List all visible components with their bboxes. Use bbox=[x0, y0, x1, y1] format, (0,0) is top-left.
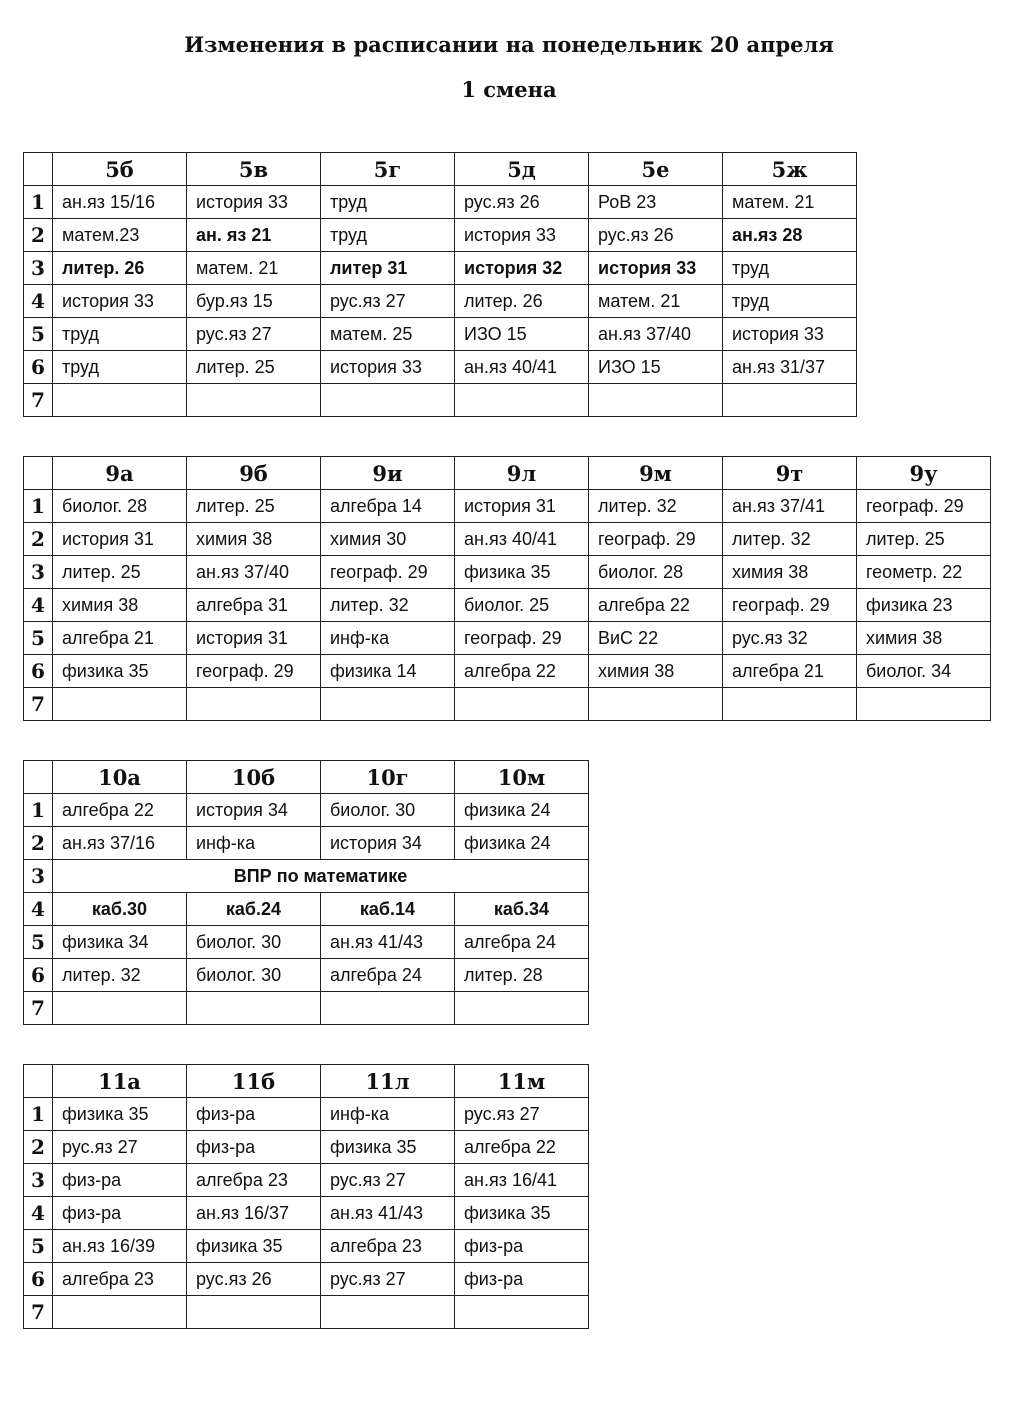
lesson-cell: ан.яз 28 bbox=[723, 219, 857, 252]
lesson-cell bbox=[187, 384, 321, 417]
lesson-number: 5 bbox=[24, 1230, 53, 1263]
lesson-row bbox=[24, 827, 589, 860]
lesson-cell: алгебра 22 bbox=[589, 589, 723, 622]
lesson-cell: алгебра 23 bbox=[53, 1263, 187, 1296]
lesson-cell bbox=[187, 992, 321, 1025]
lesson-number: 7 bbox=[24, 1296, 53, 1329]
lesson-row bbox=[24, 1197, 589, 1230]
lesson-row bbox=[24, 1263, 589, 1296]
lesson-cell: физика 35 bbox=[321, 1131, 455, 1164]
class-header: 9а bbox=[53, 457, 187, 490]
lesson-cell: химия 38 bbox=[187, 523, 321, 556]
schedule-table-grade-9 bbox=[23, 456, 991, 721]
lesson-cell: физика 34 bbox=[53, 926, 187, 959]
lesson-cell: рус.яз 27 bbox=[455, 1098, 589, 1131]
header-row bbox=[24, 153, 857, 186]
lesson-cell: алгебра 31 bbox=[187, 589, 321, 622]
lesson-cell: ИЗО 15 bbox=[455, 318, 589, 351]
lesson-row bbox=[24, 252, 857, 285]
lesson-cell: литер. 32 bbox=[321, 589, 455, 622]
lesson-cell: история 34 bbox=[187, 794, 321, 827]
lesson-cell: история 31 bbox=[455, 490, 589, 523]
lesson-cell: физика 14 bbox=[321, 655, 455, 688]
lesson-number: 5 bbox=[24, 926, 53, 959]
lesson-cell: история 33 bbox=[187, 186, 321, 219]
lesson-cell: ан.яз 41/43 bbox=[321, 926, 455, 959]
lesson-cell: литер. 32 bbox=[53, 959, 187, 992]
lesson-row bbox=[24, 1296, 589, 1329]
lesson-cell: биолог. 30 bbox=[321, 794, 455, 827]
lesson-cell: литер. 25 bbox=[187, 351, 321, 384]
lesson-row bbox=[24, 893, 589, 926]
header-row bbox=[24, 1065, 589, 1098]
lesson-number: 1 bbox=[24, 794, 53, 827]
lesson-cell bbox=[723, 384, 857, 417]
lesson-row bbox=[24, 1131, 589, 1164]
class-header: 11а bbox=[53, 1065, 187, 1098]
lesson-cell: ан.яз 37/41 bbox=[723, 490, 857, 523]
lesson-cell: труд bbox=[321, 219, 455, 252]
corner-cell bbox=[24, 457, 53, 490]
lesson-cell: литер. 25 bbox=[857, 523, 991, 556]
lesson-cell: инф-ка bbox=[321, 1098, 455, 1131]
lesson-cell: алгебра 24 bbox=[321, 959, 455, 992]
schedule-table-grade-11 bbox=[23, 1064, 589, 1329]
lesson-number: 1 bbox=[24, 186, 53, 219]
lesson-number: 4 bbox=[24, 589, 53, 622]
lesson-cell: литер. 26 bbox=[53, 252, 187, 285]
lesson-cell: физика 35 bbox=[455, 1197, 589, 1230]
lesson-cell: литер. 25 bbox=[187, 490, 321, 523]
class-header: 11л bbox=[321, 1065, 455, 1098]
class-header: 10м bbox=[455, 761, 589, 794]
lesson-cell: алгебра 22 bbox=[455, 655, 589, 688]
lesson-cell: литер. 25 bbox=[53, 556, 187, 589]
class-header: 5д bbox=[455, 153, 589, 186]
lesson-cell: ан.яз 16/41 bbox=[455, 1164, 589, 1197]
lesson-cell: ан. яз 21 bbox=[187, 219, 321, 252]
lesson-cell: физ-ра bbox=[187, 1131, 321, 1164]
lesson-row bbox=[24, 794, 589, 827]
lesson-cell: химия 38 bbox=[589, 655, 723, 688]
lesson-cell bbox=[723, 688, 857, 721]
class-header: 5ж bbox=[723, 153, 857, 186]
lesson-row bbox=[24, 523, 991, 556]
class-header: 9б bbox=[187, 457, 321, 490]
lesson-cell bbox=[589, 384, 723, 417]
class-header: 9т bbox=[723, 457, 857, 490]
lesson-cell: история 33 bbox=[321, 351, 455, 384]
lesson-cell: химия 30 bbox=[321, 523, 455, 556]
lesson-cell: инф-ка bbox=[321, 622, 455, 655]
shift-label: 1 смена bbox=[461, 77, 557, 102]
lesson-cell: история 31 bbox=[187, 622, 321, 655]
lesson-number: 2 bbox=[24, 523, 53, 556]
lesson-cell: инф-ка bbox=[187, 827, 321, 860]
lesson-number: 2 bbox=[24, 219, 53, 252]
lesson-cell: рус.яз 26 bbox=[455, 186, 589, 219]
lesson-cell: физика 23 bbox=[857, 589, 991, 622]
lesson-cell: литер. 32 bbox=[589, 490, 723, 523]
lesson-cell bbox=[455, 992, 589, 1025]
lesson-cell: физика 35 bbox=[53, 1098, 187, 1131]
lesson-row bbox=[24, 992, 589, 1025]
lesson-cell: матем. 25 bbox=[321, 318, 455, 351]
lesson-cell: история 33 bbox=[455, 219, 589, 252]
header-row bbox=[24, 457, 991, 490]
lesson-cell: труд bbox=[723, 252, 857, 285]
lesson-cell: физика 24 bbox=[455, 794, 589, 827]
lesson-cell: химия 38 bbox=[53, 589, 187, 622]
lesson-cell: химия 38 bbox=[723, 556, 857, 589]
class-header: 5е bbox=[589, 153, 723, 186]
lesson-cell: химия 38 bbox=[857, 622, 991, 655]
lesson-cell: физ-ра bbox=[455, 1263, 589, 1296]
lesson-number: 7 bbox=[24, 992, 53, 1025]
lesson-cell: алгебра 23 bbox=[187, 1164, 321, 1197]
lesson-cell: биолог. 34 bbox=[857, 655, 991, 688]
lesson-cell: рус.яз 26 bbox=[187, 1263, 321, 1296]
lesson-cell: рус.яз 26 bbox=[589, 219, 723, 252]
lesson-number: 3 bbox=[24, 252, 53, 285]
lesson-cell: история 31 bbox=[53, 523, 187, 556]
lesson-row bbox=[24, 655, 991, 688]
lesson-cell: матем. 21 bbox=[589, 285, 723, 318]
corner-cell bbox=[24, 153, 53, 186]
lesson-cell: ан.яз 37/40 bbox=[187, 556, 321, 589]
lesson-cell: ан.яз 31/37 bbox=[723, 351, 857, 384]
lesson-number: 6 bbox=[24, 655, 53, 688]
lesson-cell: физика 35 bbox=[53, 655, 187, 688]
lesson-cell: литер. 32 bbox=[723, 523, 857, 556]
lesson-cell bbox=[53, 1296, 187, 1329]
lesson-cell: ан.яз 16/37 bbox=[187, 1197, 321, 1230]
lesson-row bbox=[24, 556, 991, 589]
lesson-cell: геометр. 22 bbox=[857, 556, 991, 589]
lesson-cell: физика 35 bbox=[455, 556, 589, 589]
lesson-cell bbox=[455, 384, 589, 417]
lesson-cell: алгебра 21 bbox=[723, 655, 857, 688]
lesson-row bbox=[24, 1098, 589, 1131]
lesson-cell: ан.яз 16/39 bbox=[53, 1230, 187, 1263]
lesson-cell bbox=[455, 688, 589, 721]
schedule-table-grade-5 bbox=[23, 152, 857, 417]
lesson-number: 4 bbox=[24, 893, 53, 926]
lesson-cell bbox=[321, 688, 455, 721]
lesson-cell: алгебра 22 bbox=[455, 1131, 589, 1164]
lesson-cell: географ. 29 bbox=[455, 622, 589, 655]
lesson-cell: алгебра 24 bbox=[455, 926, 589, 959]
lesson-cell: ВиС 22 bbox=[589, 622, 723, 655]
lesson-cell: географ. 29 bbox=[723, 589, 857, 622]
class-header: 10г bbox=[321, 761, 455, 794]
lesson-cell: физ-ра bbox=[187, 1098, 321, 1131]
lesson-cell: физ-ра bbox=[455, 1230, 589, 1263]
lesson-row bbox=[24, 384, 857, 417]
lesson-cell bbox=[589, 688, 723, 721]
class-header: 10а bbox=[53, 761, 187, 794]
lesson-number: 7 bbox=[24, 688, 53, 721]
corner-cell bbox=[24, 761, 53, 794]
lesson-cell: труд bbox=[321, 186, 455, 219]
lesson-row bbox=[24, 688, 991, 721]
lesson-row bbox=[24, 490, 991, 523]
lesson-cell: история 34 bbox=[321, 827, 455, 860]
lesson-cell: алгебра 23 bbox=[321, 1230, 455, 1263]
lesson-cell: физ-ра bbox=[53, 1197, 187, 1230]
lesson-cell: ан.яз 37/16 bbox=[53, 827, 187, 860]
lesson-cell: рус.яз 27 bbox=[53, 1131, 187, 1164]
lesson-number: 6 bbox=[24, 1263, 53, 1296]
lesson-cell: литер. 28 bbox=[455, 959, 589, 992]
lesson-number: 5 bbox=[24, 318, 53, 351]
lesson-cell: рус.яз 27 bbox=[321, 1164, 455, 1197]
lesson-number: 5 bbox=[24, 622, 53, 655]
class-header: 5г bbox=[321, 153, 455, 186]
class-header: 5в bbox=[187, 153, 321, 186]
lesson-cell: история 33 bbox=[589, 252, 723, 285]
lesson-cell bbox=[321, 384, 455, 417]
lesson-row bbox=[24, 1164, 589, 1197]
lesson-row bbox=[24, 318, 857, 351]
cabinet-cell: каб.24 bbox=[187, 893, 321, 926]
lesson-cell: физика 24 bbox=[455, 827, 589, 860]
lesson-row bbox=[24, 622, 991, 655]
class-header: 5б bbox=[53, 153, 187, 186]
lesson-cell: физика 35 bbox=[187, 1230, 321, 1263]
lesson-number: 2 bbox=[24, 827, 53, 860]
lesson-number: 2 bbox=[24, 1131, 53, 1164]
lesson-cell: РоВ 23 bbox=[589, 186, 723, 219]
lesson-cell bbox=[321, 1296, 455, 1329]
lesson-cell: рус.яз 27 bbox=[321, 1263, 455, 1296]
lesson-cell: история 33 bbox=[723, 318, 857, 351]
lesson-cell: алгебра 14 bbox=[321, 490, 455, 523]
lesson-number: 6 bbox=[24, 959, 53, 992]
lesson-cell: географ. 29 bbox=[857, 490, 991, 523]
lesson-cell: литер. 26 bbox=[455, 285, 589, 318]
lesson-row bbox=[24, 186, 857, 219]
lesson-cell: биолог. 28 bbox=[53, 490, 187, 523]
lesson-cell: биолог. 30 bbox=[187, 959, 321, 992]
lesson-cell: рус.яз 32 bbox=[723, 622, 857, 655]
lesson-cell: ИЗО 15 bbox=[589, 351, 723, 384]
lesson-cell bbox=[53, 992, 187, 1025]
lesson-cell: матем. 21 bbox=[723, 186, 857, 219]
lesson-cell: матем.23 bbox=[53, 219, 187, 252]
lesson-number: 7 bbox=[24, 384, 53, 417]
lesson-cell: биолог. 25 bbox=[455, 589, 589, 622]
lesson-cell: географ. 29 bbox=[321, 556, 455, 589]
cabinet-cell: каб.14 bbox=[321, 893, 455, 926]
class-header: 11б bbox=[187, 1065, 321, 1098]
lesson-number: 4 bbox=[24, 1197, 53, 1230]
cabinet-cell: каб.34 bbox=[455, 893, 589, 926]
lesson-cell: ан.яз 40/41 bbox=[455, 351, 589, 384]
lesson-cell bbox=[187, 688, 321, 721]
lesson-number: 3 bbox=[24, 860, 53, 893]
lesson-row bbox=[24, 219, 857, 252]
lesson-row bbox=[24, 285, 857, 318]
lesson-cell bbox=[455, 1296, 589, 1329]
lesson-cell: история 33 bbox=[53, 285, 187, 318]
page-title: Изменения в расписании на понедельник 20 апреля bbox=[184, 32, 834, 57]
lesson-cell: алгебра 21 bbox=[53, 622, 187, 655]
lesson-cell: алгебра 22 bbox=[53, 794, 187, 827]
lesson-row bbox=[24, 959, 589, 992]
lesson-cell: бур.яз 15 bbox=[187, 285, 321, 318]
lesson-row bbox=[24, 1230, 589, 1263]
lesson-cell: биолог. 28 bbox=[589, 556, 723, 589]
lesson-cell bbox=[53, 384, 187, 417]
corner-cell bbox=[24, 1065, 53, 1098]
lesson-cell: история 32 bbox=[455, 252, 589, 285]
lesson-row bbox=[24, 589, 991, 622]
class-header: 10б bbox=[187, 761, 321, 794]
lesson-cell: рус.яз 27 bbox=[187, 318, 321, 351]
lesson-cell: географ. 29 bbox=[187, 655, 321, 688]
lesson-cell bbox=[53, 688, 187, 721]
lesson-number: 1 bbox=[24, 490, 53, 523]
class-header: 9и bbox=[321, 457, 455, 490]
lesson-cell: ан.яз 37/40 bbox=[589, 318, 723, 351]
lesson-cell: труд bbox=[723, 285, 857, 318]
lesson-cell: матем. 21 bbox=[187, 252, 321, 285]
lesson-cell: биолог. 30 bbox=[187, 926, 321, 959]
lesson-number: 6 bbox=[24, 351, 53, 384]
lesson-cell: рус.яз 27 bbox=[321, 285, 455, 318]
lesson-number: 3 bbox=[24, 1164, 53, 1197]
lesson-number: 3 bbox=[24, 556, 53, 589]
lesson-cell: труд bbox=[53, 318, 187, 351]
class-header: 9м bbox=[589, 457, 723, 490]
cabinet-cell: каб.30 bbox=[53, 893, 187, 926]
lesson-cell: ан.яз 40/41 bbox=[455, 523, 589, 556]
lesson-cell: ан.яз 41/43 bbox=[321, 1197, 455, 1230]
schedule-table-grade-10 bbox=[23, 760, 589, 1025]
class-header: 9л bbox=[455, 457, 589, 490]
class-header: 11м bbox=[455, 1065, 589, 1098]
lesson-number: 1 bbox=[24, 1098, 53, 1131]
lesson-cell: физ-ра bbox=[53, 1164, 187, 1197]
lesson-cell: литер 31 bbox=[321, 252, 455, 285]
lesson-row bbox=[24, 926, 589, 959]
lesson-cell: труд bbox=[53, 351, 187, 384]
lesson-cell bbox=[187, 1296, 321, 1329]
lesson-number: 4 bbox=[24, 285, 53, 318]
lesson-row bbox=[24, 860, 589, 893]
lesson-cell: ан.яз 15/16 bbox=[53, 186, 187, 219]
lesson-cell bbox=[321, 992, 455, 1025]
header-row bbox=[24, 761, 589, 794]
lesson-cell: географ. 29 bbox=[589, 523, 723, 556]
vpr-exam-cell: ВПР по математике bbox=[53, 860, 589, 893]
lesson-row bbox=[24, 351, 857, 384]
class-header: 9у bbox=[857, 457, 991, 490]
lesson-cell bbox=[857, 688, 991, 721]
